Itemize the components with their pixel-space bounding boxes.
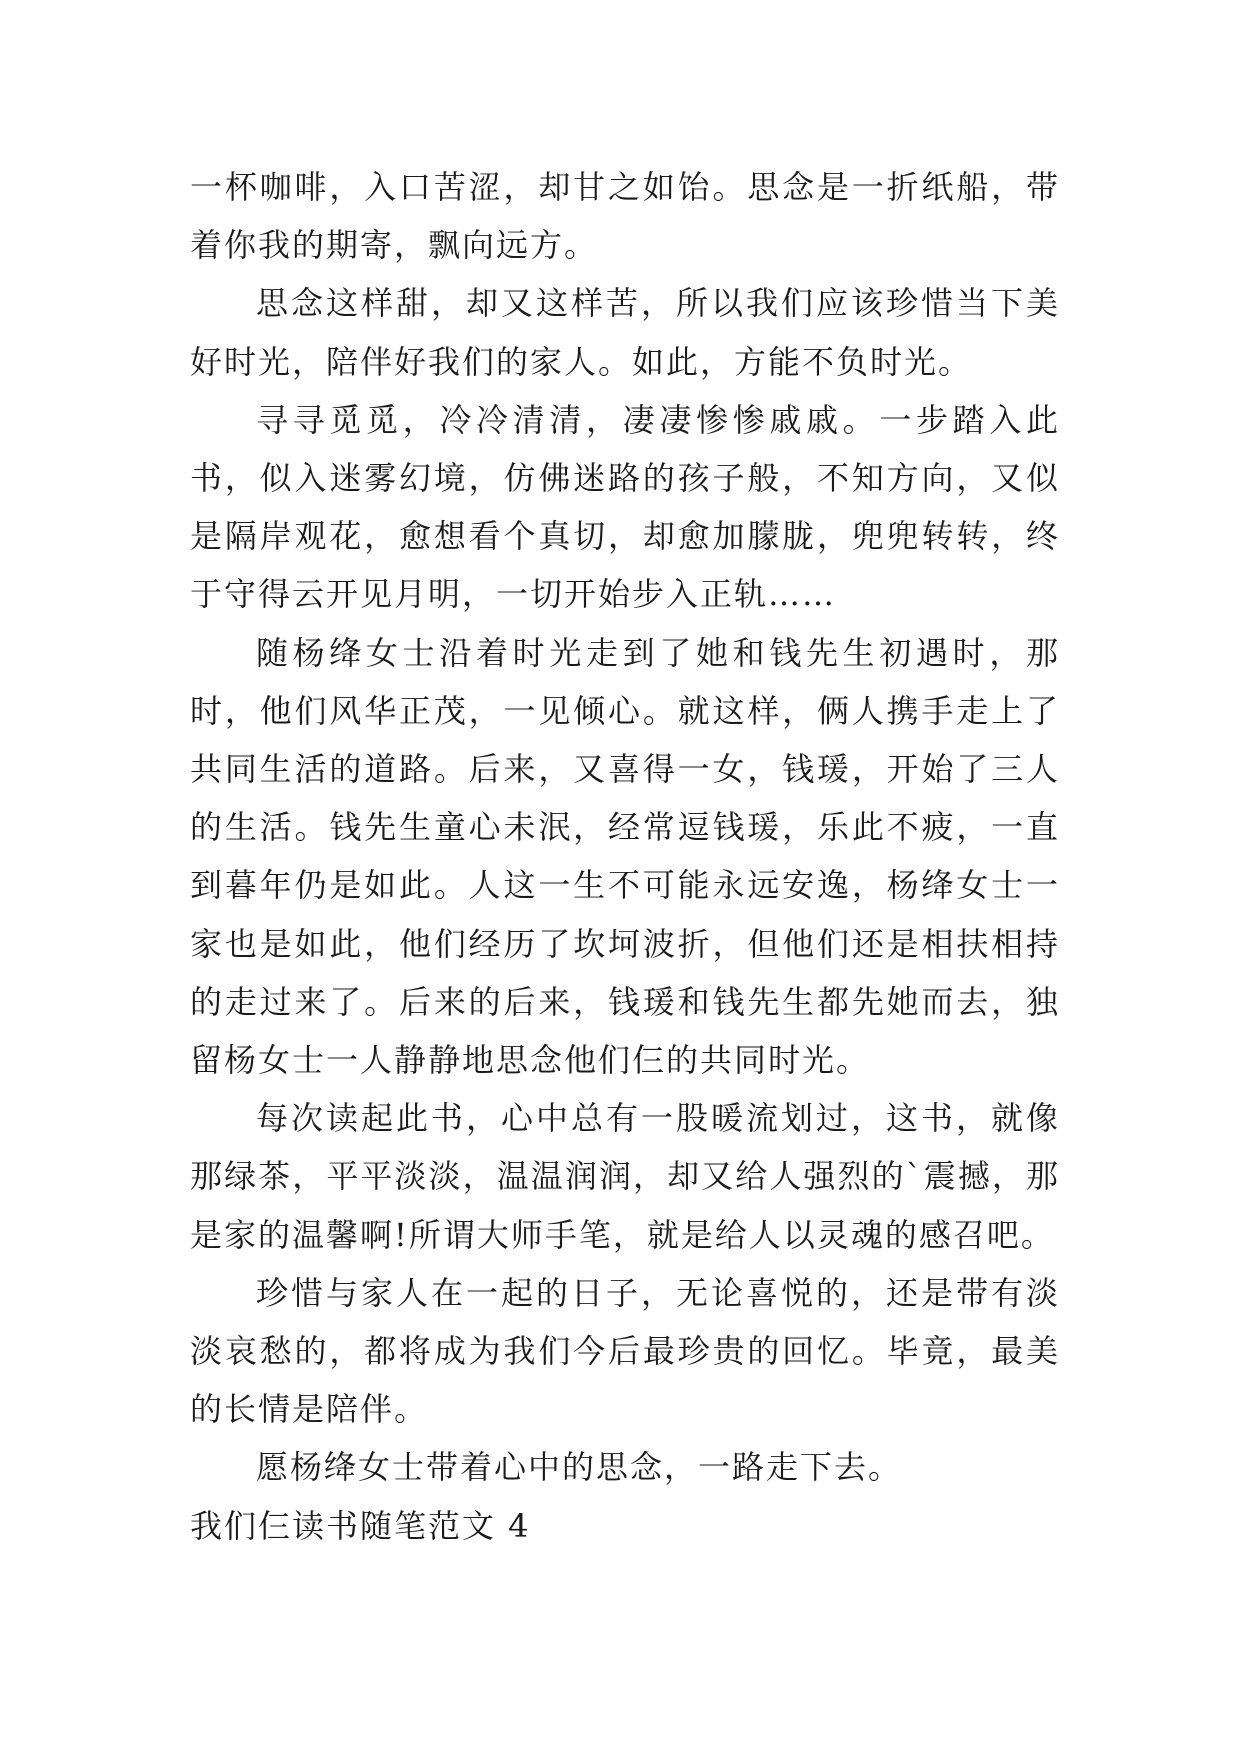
paragraph-2: 思念这样甜，却又这样苦，所以我们应该珍惜当下美好时光，陪伴好我们的家人。如此，方能不负时光。 (190, 284, 1060, 381)
section-heading: 我们仨读书随笔范文 4 (190, 1506, 531, 1545)
paragraph-6: 珍惜与家人在一起的日子，无论喜悦的，还是带有淡淡哀愁的，都将成为我们今后最珍贵的回忆。毕竟，最美的长情是陪伴。 (190, 1273, 1060, 1429)
paragraph-5: 每次读起此书，心中总有一股暖流划过，这书，就像那绿茶，平平淡淡，温温润润，却又给人强烈的`震撼，那是家的温馨啊!所谓大师手笔，就是给人以灵魂的感召吧。 (190, 1099, 1060, 1254)
paragraph-3: 寻寻觅觅，冷冷清清，凄凄惨惨戚戚。一步踏入此书，似入迷雾幻境，仿佛迷路的孩子般，不知方向，又似是隔岸观花，愈想看个真切，却愈加朦胧，兜兜转转，终于守得云开见月明，一切开始步入正轨…… (190, 400, 1060, 614)
document-body (190, 158, 1060, 1555)
paragraph-4: 随杨绛女士沿着时光走到了她和钱先生初遇时，那时，他们风华正茂，一见倾心。就这样，俩人携手走上了共同生活的道路。后来，又喜得一女，钱瑗，开始了三人的生活。钱先生童心未泯，经常逗钱瑗，乐此不疲，一直到暮年仍是如此。人这一生不可能永远安逸，杨绛女士一家也是如此，他们经历了坎坷波折，但他们还是相扶相持的走过来了。后来的后来，钱瑗和钱先生都先她而去，独留杨女士一人静静地思念他们仨的共同时光。 (190, 633, 1060, 1080)
paragraph-1: 一杯咖啡，入口苦涩，却甘之如饴。思念是一折纸船，带着你我的期寄，飘向远方。 (190, 168, 1060, 265)
paragraph-7: 愿杨绛女士带着心中的思念，一路走下去。 (256, 1448, 903, 1487)
